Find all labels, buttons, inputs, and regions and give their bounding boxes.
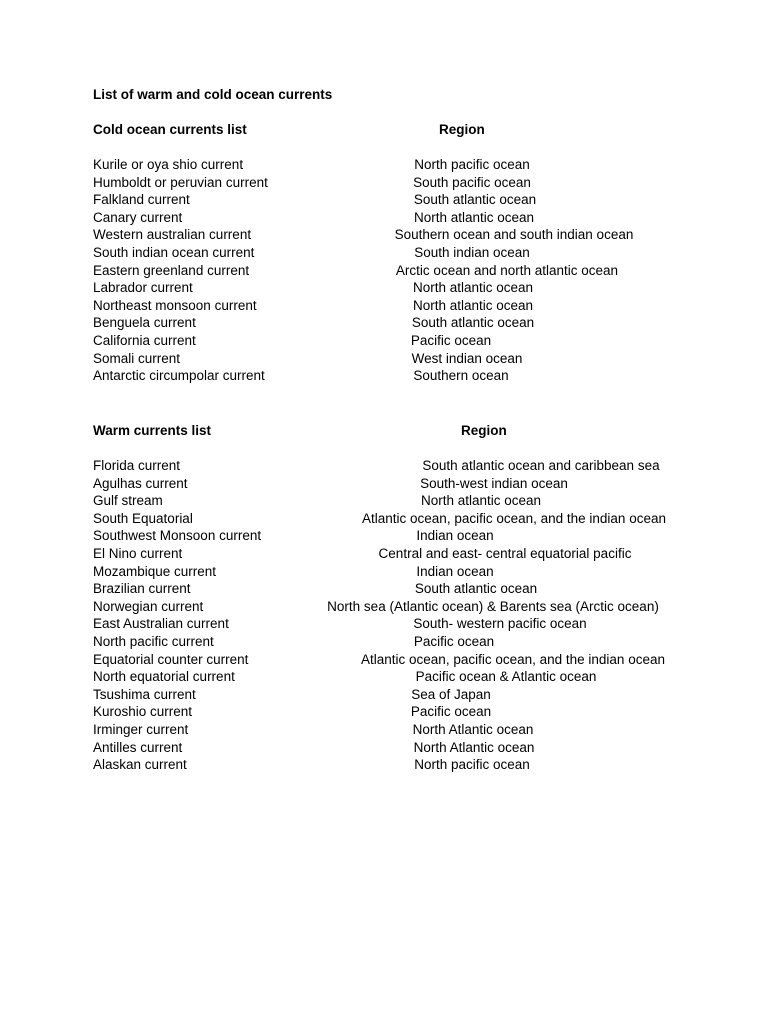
list-item [0, 615, 768, 633]
current-name: South Equatorial [93, 510, 193, 526]
current-region: South indian ocean [414, 244, 530, 260]
current-region: North atlantic ocean [420, 493, 542, 509]
current-region: Sea of Japan [411, 686, 491, 702]
warm-region-heading: Region [461, 423, 507, 438]
current-region: Pacific ocean [413, 633, 495, 649]
list-item [0, 703, 768, 721]
current-name: Somali current [93, 350, 181, 366]
list-item [0, 209, 768, 227]
current-name: Benguela current [93, 315, 196, 331]
current-region: North atlantic ocean [412, 297, 534, 313]
cold-currents-list-heading: Cold ocean currents list [93, 122, 247, 137]
list-item [0, 475, 768, 493]
current-name: South indian ocean current [93, 244, 255, 260]
cold-region-heading: Region [439, 122, 485, 137]
current-region: South atlantic ocean [414, 581, 538, 597]
list-item [0, 191, 768, 209]
list-item [0, 279, 768, 297]
list-item [0, 598, 768, 616]
current-region: South atlantic ocean and caribbean sea [422, 458, 660, 473]
current-region: South pacific ocean [413, 174, 531, 190]
current-name: California current [93, 332, 196, 348]
list-item [0, 332, 768, 350]
current-region: Arctic ocean and north atlantic ocean [395, 262, 619, 278]
current-name: El Nino current [93, 545, 183, 561]
list-item [0, 174, 768, 192]
current-name: North equatorial current [93, 669, 235, 685]
current-name: Western australian current [93, 227, 252, 243]
warm-currents-section [0, 422, 768, 774]
current-region: Atlantic ocean, pacific ocean, and the indian ocean [361, 651, 665, 667]
current-name: Falkland current [93, 192, 190, 208]
current-region: Indian ocean [416, 563, 494, 579]
current-name: Northeast monsoon current [93, 297, 257, 313]
current-region: South atlantic ocean [411, 315, 535, 331]
list-item [0, 244, 768, 262]
current-region: North atlantic ocean [413, 209, 535, 225]
current-name: North pacific current [93, 633, 214, 649]
current-region: North sea (Atlantic ocean) & Barents sea (Arctic ocean) [327, 598, 659, 614]
current-name: Irminger current [93, 721, 189, 737]
list-item [0, 492, 768, 510]
current-name: Kuroshio current [93, 704, 193, 720]
list-item [0, 756, 768, 774]
list-item [0, 262, 768, 280]
list-item [0, 686, 768, 704]
current-region: Southern ocean [413, 368, 509, 384]
list-item [0, 668, 768, 686]
list-item [0, 350, 768, 368]
current-name: Kurile or oya shio current [93, 157, 244, 172]
current-name: Canary current [93, 209, 183, 225]
current-region: North pacific ocean [414, 157, 530, 172]
current-name: Agulhas current [93, 475, 188, 491]
current-region: North Atlantic ocean [412, 721, 534, 737]
current-name: Southwest Monsoon current [93, 528, 262, 544]
current-name: Mozambique current [93, 563, 217, 579]
current-region: South atlantic ocean [413, 192, 537, 208]
current-region: Central and east- central equatorial pacific [378, 545, 632, 561]
current-region: Indian ocean [416, 528, 494, 544]
warm-currents-list-heading: Warm currents list [93, 423, 212, 438]
current-name: Humboldt or peruvian current [93, 174, 268, 190]
cold-currents-section [0, 121, 768, 385]
list-item [0, 545, 768, 563]
current-name: Antarctic circumpolar current [93, 368, 265, 384]
document-title: List of warm and cold ocean currents [93, 87, 333, 102]
cold-currents-header [0, 121, 768, 139]
current-region: South- western pacific ocean [413, 616, 587, 632]
list-item [0, 721, 768, 739]
current-region: Southern ocean and south indian ocean [394, 227, 634, 243]
list-item [0, 651, 768, 669]
current-region: Pacific ocean [410, 704, 492, 720]
current-region: North atlantic ocean [412, 280, 534, 296]
current-name: Tsushima current [93, 686, 196, 702]
current-name: Eastern greenland current [93, 262, 250, 278]
current-region: North Atlantic ocean [413, 739, 535, 755]
list-item [0, 297, 768, 315]
list-item [0, 510, 768, 528]
current-name: Labrador current [93, 280, 193, 296]
list-item [0, 580, 768, 598]
current-region: South-west indian ocean [420, 475, 568, 491]
list-item [0, 563, 768, 581]
current-name: East Australian current [93, 616, 229, 632]
current-name: Equatorial counter current [93, 651, 249, 667]
current-region: Pacific ocean & Atlantic ocean [415, 669, 597, 685]
list-item [0, 527, 768, 545]
cold-currents-list [0, 156, 768, 385]
list-item [0, 156, 768, 174]
list-item [0, 633, 768, 651]
current-name: Norwegian current [93, 598, 204, 614]
warm-currents-list [0, 457, 768, 774]
list-item [0, 226, 768, 244]
current-name: Antilles current [93, 739, 183, 755]
current-region: North pacific ocean [414, 757, 530, 773]
current-region: Pacific ocean [410, 332, 492, 348]
current-name: Gulf stream [93, 493, 163, 509]
list-item [0, 739, 768, 757]
warm-currents-header [0, 422, 768, 440]
current-region: Atlantic ocean, pacific ocean, and the indian ocean [362, 510, 666, 526]
current-name: Florida current [93, 458, 181, 473]
current-region: West indian ocean [411, 350, 523, 366]
current-name: Alaskan current [93, 757, 187, 773]
current-name: Brazilian current [93, 581, 191, 597]
list-item [0, 314, 768, 332]
list-item [0, 457, 768, 475]
list-item [0, 367, 768, 385]
